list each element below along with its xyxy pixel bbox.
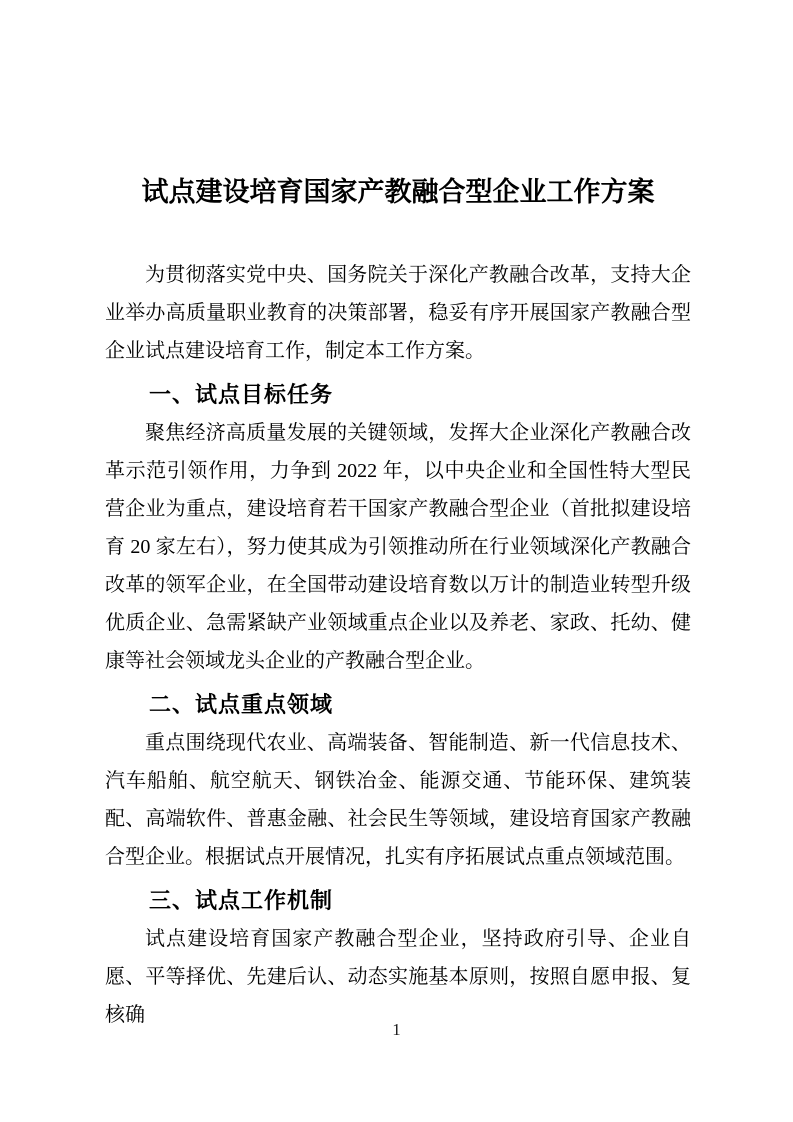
document-title: 试点建设培育国家产教融合型企业工作方案 <box>141 177 655 207</box>
document-content <box>105 170 691 1034</box>
section-body-1: 聚焦经济高质量发展的关键领域，发挥大企业深化产教融合改革示范引领作用，力争到 2022 年，以中央企业和全国性特大型民营企业为重点，建设培育若干国家产教融合型企业（首批拟建设培育 20 家左右），努力使其成为引领推动所在行业领域深化产教融合改革的领军企业，在全国带动建设培育数以万计的制造业转型升级优质企业、急需紧缺产业领域重点企业以及养老、家政、托幼、健康等社会领域龙头企业的产教融合型企业。 <box>105 422 691 672</box>
section-heading-1: 一、试点目标任务 <box>149 382 334 407</box>
page-number: 1 <box>392 1020 401 1039</box>
section-heading-3: 三、试点工作机制 <box>149 888 334 913</box>
section-heading-2: 二、试点重点领域 <box>149 692 334 717</box>
section-body-2: 重点围绕现代农业、高端装备、智能制造、新一代信息技术、汽车船舶、航空航天、钢铁冶金、能源交通、节能环保、建筑装配、高端软件、普惠金融、社会民生等领域，建设培育国家产教融合型企业。根据试点开展情况，扎实有序拓展试点重点领域范围。 <box>105 732 691 868</box>
section-body-3: 试点建设培育国家产教融合型企业，坚持政府引导、企业自愿、平等择优、先建后认、动态实施基本原则，按照自愿申报、复核确 <box>105 928 691 1026</box>
intro-paragraph: 为贯彻落实党中央、国务院关于深化产教融合改革，支持大企业举办高质量职业教育的决策部署，稳妥有序开展国家产教融合型企业试点建设培育工作，制定本工作方案。 <box>105 264 691 362</box>
